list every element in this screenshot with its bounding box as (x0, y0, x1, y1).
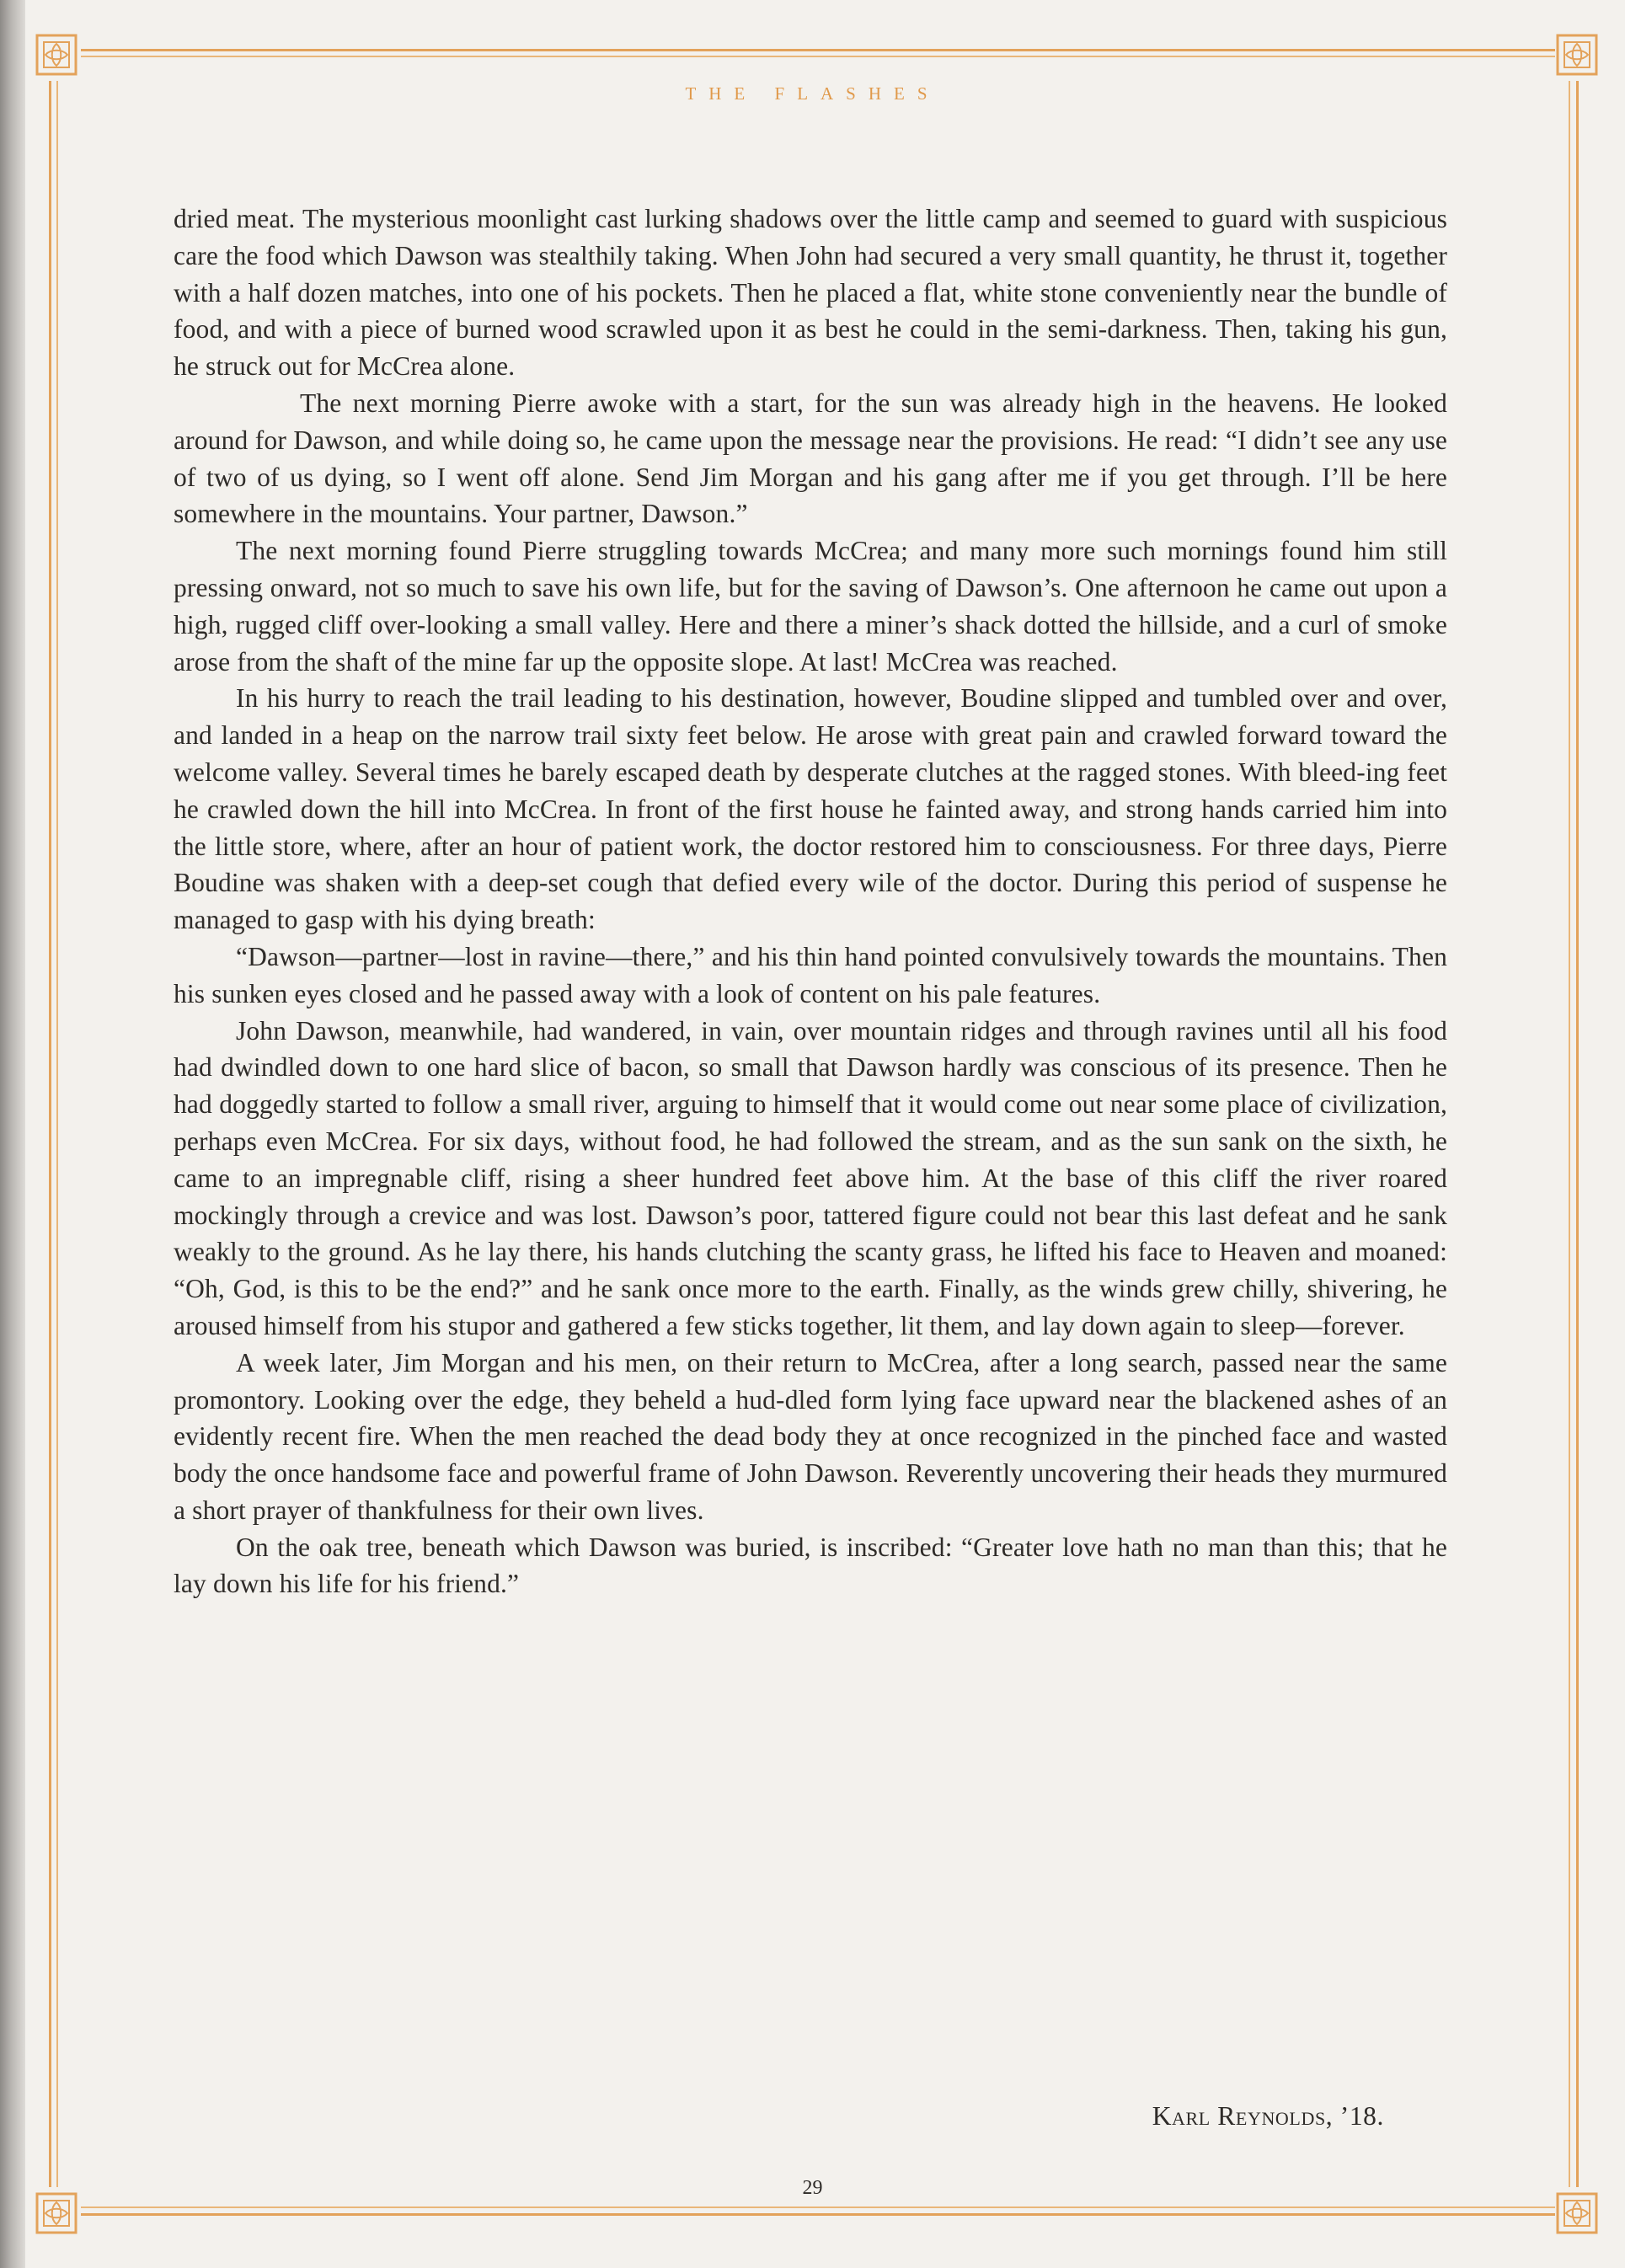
story-body (174, 201, 1447, 1602)
story-paragraph: The next morning found Pierre struggling towards McCrea; and many more such mornings found him still pressing onward, not so much to save his own life, but for the saving of Dawson’s. One afternoon he came out upon a high, rugged cliff over-looking a small valley. Here and there a miner’s shack dotted the hillside, and a curl of smoke arose from the shaft of the mine far up the opposite slope. At last! McCrea was reached. (174, 536, 1447, 677)
border-left-inner (56, 81, 58, 2187)
book-binding-shadow (0, 0, 25, 2268)
border-top-inner (81, 56, 1555, 57)
running-title: THE FLASHES (685, 83, 940, 104)
page-number: 29 (802, 2177, 823, 2199)
story-paragraph: “Dawson—partner—lost in ravine—there,” and his thin hand pointed convulsively towards the mountains. Then his sunken eyes closed and he passed away with a look of content on his pale features. (174, 941, 1447, 1008)
story-paragraph: On the oak tree, beneath which Dawson was buried, is inscribed: “Greater love hath no man than this; that he lay down his life for his friend.” (174, 1532, 1447, 1599)
story-paragraph: dried meat. The mysterious moonlight cast lurking shadows over the little camp and seemed to guard with suspicious care the food which Dawson was stealthily taking. When John had secured a very small quantity, he thrust it, together with a half dozen matches, into one of his pockets. Then he placed a flat, white stone conveniently near the bundle of food, and with a piece of burned wood scrawled upon it as best he could in the semi-darkness. Then, taking his gun, he struck out for McCrea alone. (174, 204, 1447, 382)
corner-ornament-top-right (1553, 30, 1601, 79)
border-right (1576, 81, 1579, 2187)
border-bottom-inner (81, 2206, 1555, 2208)
story-paragraph: A week later, Jim Morgan and his men, on their return to McCrea, after a long search, passed near the same promontory. Looking over the edge, they beheld a hud-dled form lying face upward near the blackened ashes of an evidently recent fire. When the men reached the dead body they at once recognized in the pinched face and wasted body the once handsome face and powerful frame of John Dawson. Reverently uncovering their heads they murmured a short prayer of thankfulness for their own lives. (174, 1347, 1447, 1525)
author-signature: Karl Reynolds, ’18. (1152, 2101, 1384, 2131)
border-left (49, 81, 51, 2187)
border-right-inner (1569, 81, 1570, 2187)
corner-ornament-top-left (32, 30, 81, 79)
story-paragraph: The next morning Pierre awoke with a start, for the sun was already high in the heavens. He looked around for Dawson, and while doing so, he came upon the message near the provisions. He read: “I didn’t see any use of two of us dying, so I went off alone. Send Jim Morgan and his gang after me if you get through. I’ll be here somewhere in the mountains. Your partner, Dawson.” (174, 388, 1447, 529)
story-paragraph: John Dawson, meanwhile, had wandered, in vain, over mountain ridges and through ravines until all his food had dwindled down to one hard slice of bacon, so small that Dawson hardly was conscious of its presence. Then he had doggedly started to follow a small river, arguing to himself that it would come out near some place of civilization, perhaps even McCrea. For six days, without food, he had followed the stream, and as the sun sank on the sixth, he came to an impregnable cliff, rising a sheer hundred feet above him. At the base of this cliff the river roared mockingly through a crevice and was lost. Dawson’s poor, tattered figure could not bear this last defeat and he sank weakly to the ground. As he lay there, his hands clutching the scanty grass, he lifted his face to Heaven and moaned: “Oh, God, is this to be the end?” and he sank once more to the earth. Finally, as the winds grew chilly, shivering, he aroused himself from his stupor and gathered a few sticks together, lit them, and lay down again to sleep—forever. (174, 1015, 1447, 1340)
border-bottom (81, 2213, 1555, 2216)
border-top (81, 49, 1555, 51)
story-paragraph: In his hurry to reach the trail leading to his destination, however, Boudine slipped and tumbled over and over, and landed in a heap on the narrow trail sixty feet below. He arose with great pain and crawled forward toward the welcome valley. Several times he barely escaped death by desperate clutches at the ragged stones. With bleed-ing feet he crawled down the hill into McCrea. In front of the first house he fainted away, and strong hands carried him into the little store, where, after an hour of patient work, the doctor restored him to consciousness. For three days, Pierre Boudine was shaken with a deep-set cough that defied every wile of the doctor. During this period of suspense he managed to gasp with his dying breath: (174, 683, 1447, 935)
